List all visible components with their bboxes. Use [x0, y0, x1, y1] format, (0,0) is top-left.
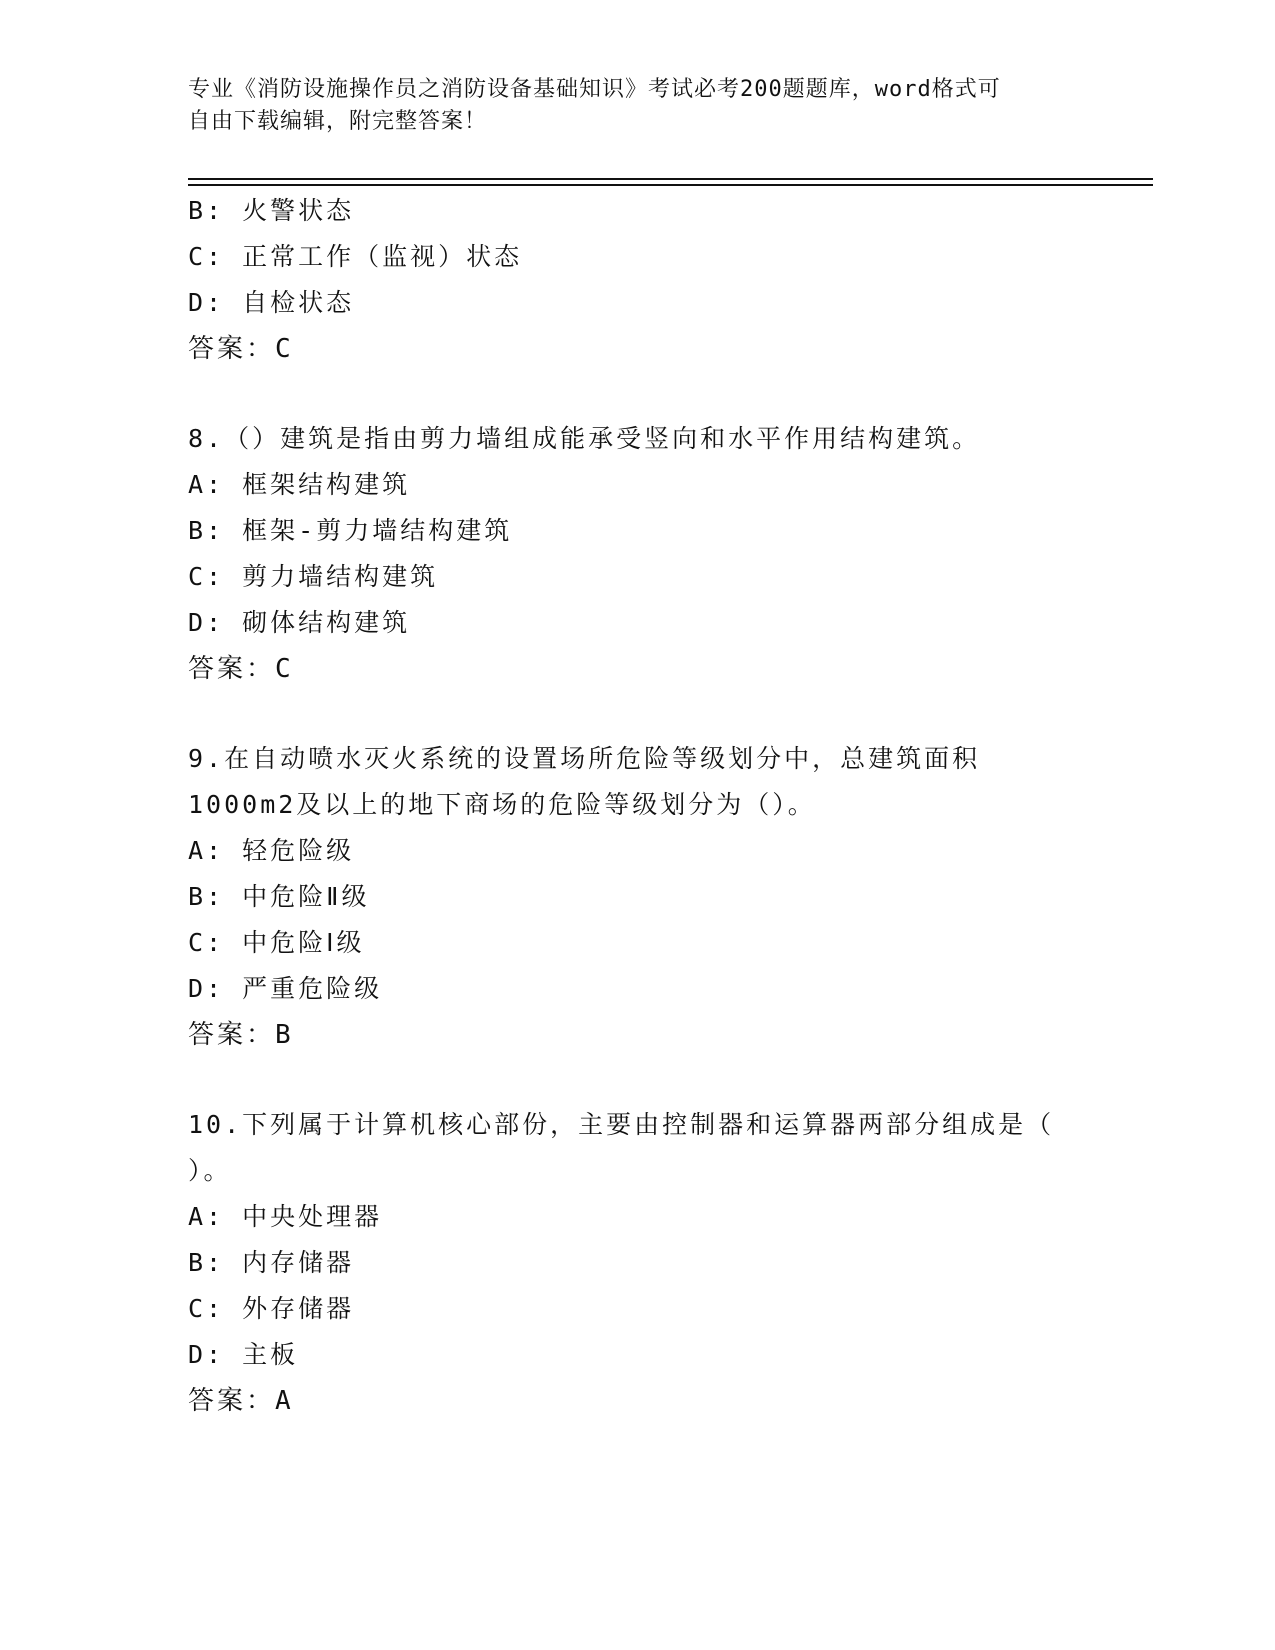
header-divider-top [188, 178, 1153, 180]
option-d: D: 严重危险级 [188, 974, 383, 1003]
question-8 [188, 416, 1088, 692]
question-9 [188, 736, 1088, 1058]
option-a: A: 轻危险级 [188, 836, 355, 865]
spacer [188, 692, 1088, 736]
option-b: B: 内存储器 [188, 1248, 355, 1277]
spacer [188, 1058, 1088, 1102]
option-b: B: 火警状态 [188, 196, 355, 225]
option-a: A: 中央处理器 [188, 1202, 383, 1231]
answer: 答案：A [188, 1386, 294, 1416]
document-header [188, 74, 1078, 138]
spacer [188, 372, 1088, 416]
answer: 答案：C [188, 334, 294, 364]
question-stem-line-2: ）。 [188, 1156, 232, 1185]
question-list [188, 188, 1088, 1424]
option-d: D: 砌体结构建筑 [188, 608, 411, 637]
question-stem-line-2: 1000m2及以上的地下商场的危险等级划分为（）。 [188, 790, 816, 819]
option-d: D: 主板 [188, 1340, 299, 1369]
header-line-2: 自由下载编辑，附完整答案！ [188, 109, 488, 134]
option-a: A: 框架结构建筑 [188, 470, 411, 499]
header-line-1: 专业《消防设施操作员之消防设备基础知识》考试必考200题题库，word格式可 [188, 77, 1001, 102]
option-c: C: 剪力墙结构建筑 [188, 562, 439, 591]
option-b: B: 框架-剪力墙结构建筑 [188, 516, 513, 545]
previous-question-tail [188, 188, 1088, 372]
option-b: B: 中危险Ⅱ级 [188, 882, 370, 911]
option-c: C: 正常工作（监视）状态 [188, 242, 523, 271]
answer: 答案：B [188, 1020, 294, 1050]
answer: 答案：C [188, 654, 294, 684]
question-stem-line-1: 9.在自动喷水灭火系统的设置场所危险等级划分中，总建筑面积 [188, 744, 981, 773]
question-stem-line-1: 10.下列属于计算机核心部份，主要由控制器和运算器两部分组成是（ [188, 1110, 1055, 1139]
header-divider-bottom [188, 184, 1153, 186]
option-c: C: 中危险Ⅰ级 [188, 928, 365, 957]
option-d: D: 自检状态 [188, 288, 355, 317]
option-c: C: 外存储器 [188, 1294, 355, 1323]
question-10 [188, 1102, 1088, 1424]
question-stem: 8.（）建筑是指由剪力墙组成能承受竖向和水平作用结构建筑。 [188, 424, 981, 453]
